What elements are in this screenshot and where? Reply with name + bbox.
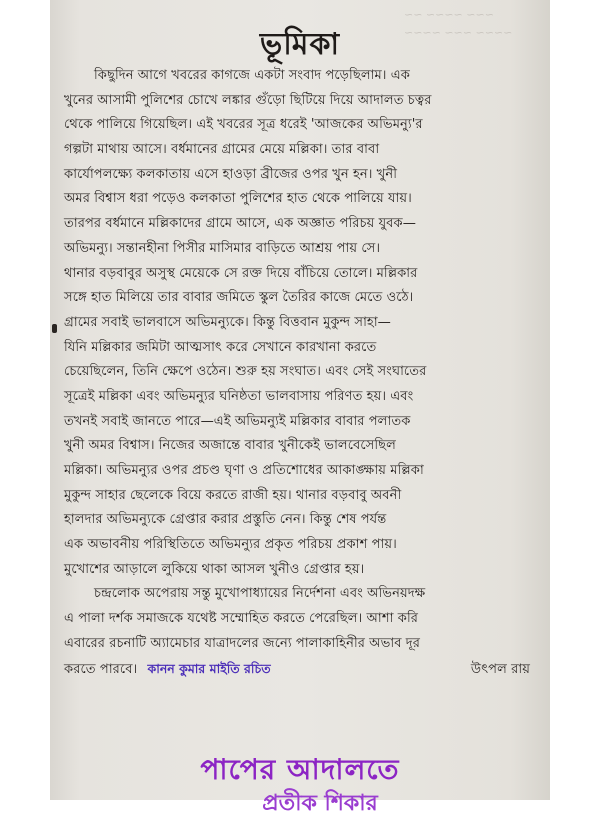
text-line: থেকে পালিয়ে গিয়েছিল। এই খবরের সূত্র ধরেই 'আজকের অভিমন্যু'র [64,117,423,133]
rubber-stamp-partial [210,786,430,816]
page-title: ভূমিকা [259,27,341,62]
text-line: হালদার অভিমন্যুকে গ্রেপ্তার করার প্রস্তুতি নেন। কিন্তু শেষ পর্যন্ত [64,512,387,528]
text-line: মল্লিকা। অভিমন্যুর ওপর প্রচণ্ড ঘৃণা ও প্রতিশোধের আকাঙ্ক্ষায় মল্লিকা [64,463,424,478]
closing-line [64,657,540,682]
text-line: অমর বিশ্বাস ধরা পড়েও কলকাতা পুলিশের হাত থেকে পালিয়ে যায়। [64,191,412,207]
margin-ink-mark [52,324,57,333]
text-line: সঙ্গে হাত মিলিয়ে তার বাবার জমিতে স্কুল তৈরির কাজে মেতে ওঠে। [64,290,414,306]
closing-text: করতে পারবে। [64,661,138,677]
text-line: চেয়েছিলেন, তিনি ক্ষেপে ওঠেন। শুরু হয় সংঘাত। এবং সেই সংঘাতের [64,364,427,380]
text-line: তখনই সবাই জানতে পারে—এই অভিমন্যুই মল্লিকার বাবার পলাতক [64,413,411,429]
text-line: যিনি মল্লিকার জমিটা আত্মসাৎ করে সেখানে কারখানা করতে [64,339,377,355]
text-line: চন্দ্রলোক অপেরায় সন্তু মুখোপাধ্যায়ের নির্দেশনা এবং অভিনয়দক্ষ [94,586,426,602]
text-line: থানার বড়বাবুর অসুস্থ মেয়েকে সে রক্ত দিয়ে বাঁচিয়ে তোলে। মল্লিকার [64,265,418,281]
text-line: মুকুন্দ সাহার ছেলেকে বিয়ে করতে রাজী হয়। থানার বড়বাবু অবনী [64,487,402,503]
text-line: অভিমন্যু। সন্তানহীনা পিসীর মাসিমার বাড়িতে আশ্রয় পায় সে। [64,240,381,256]
author-signature: উৎপল রায় [470,661,530,677]
rubber-stamp-title: পাপের আদালতে [200,753,400,786]
text-line: এবারের রচনাটি অ্যামেচার যাত্রাদলের জন্যে পালাকাহিনীর অভাব দূর [64,635,420,651]
rubber-stamp-small: কানন কুমার মাইতি রচিত [147,660,271,676]
text-line: এক অভাবনীয় পরিস্থিতিতে অভিমন্যুর প্রকৃত পরিচয় প্রকাশ পায়। [64,537,397,553]
book-page [50,0,550,816]
text-line: গ্রামের সবাই ভালবাসে অভিমন্যুকে। কিন্তু বিত্তবান মুকুন্দ সাহা— [64,314,391,330]
preface-body [64,64,540,681]
text-line: এ পালা দর্শক সমাজকে যথেষ্ট সম্মোহিত করতে পেরেছিল। আশা করি [64,611,418,627]
text-line: খুনের আসামী পুলিশের চোখে লঙ্কার গুঁড়ো ছিটিয়ে দিয়ে আদালত চত্বর [64,92,432,108]
show-through-text: ~~~ ~~~~ ~~ ~~~~ ~~~ ~~~~ [404,8,513,39]
text-line: খুনী অমর বিশ্বাস। নিজের অজান্তে বাবার খুনীকেই ভালবেসেছিল [64,438,396,454]
text-line: গল্পটা মাথায় আসে। বর্ধমানের গ্রামের মেয়ে মল্লিকা। তার বাবা [64,142,380,158]
text-line: মুখোশের আড়ালে লুকিয়ে থাকা আসল খুনীও গ্রেপ্তার হয়। [64,561,365,577]
text-line: সূত্রেই মল্লিকা এবং অভিমন্যুর ঘনিষ্ঠতা ভালবাসায় পরিণত হয়। এবং [64,388,414,404]
text-line: কার্যোপলক্ষ্যে কলকাতায় এসে হাওড়া ব্রীজের ওপর খুন হন। খুনী [64,166,397,182]
text-line: তারপর বর্ধমানে মল্লিকাদের গ্রামে আসে, এক অজ্ঞাত পরিচয় যুবক— [64,216,416,232]
text-line: কিছুদিন আগে খবরের কাগজে একটা সংবাদ পড়েছিলাম। এক [94,68,410,83]
rubber-stamp-partial-text: প্রতীক শিকার [262,791,378,816]
